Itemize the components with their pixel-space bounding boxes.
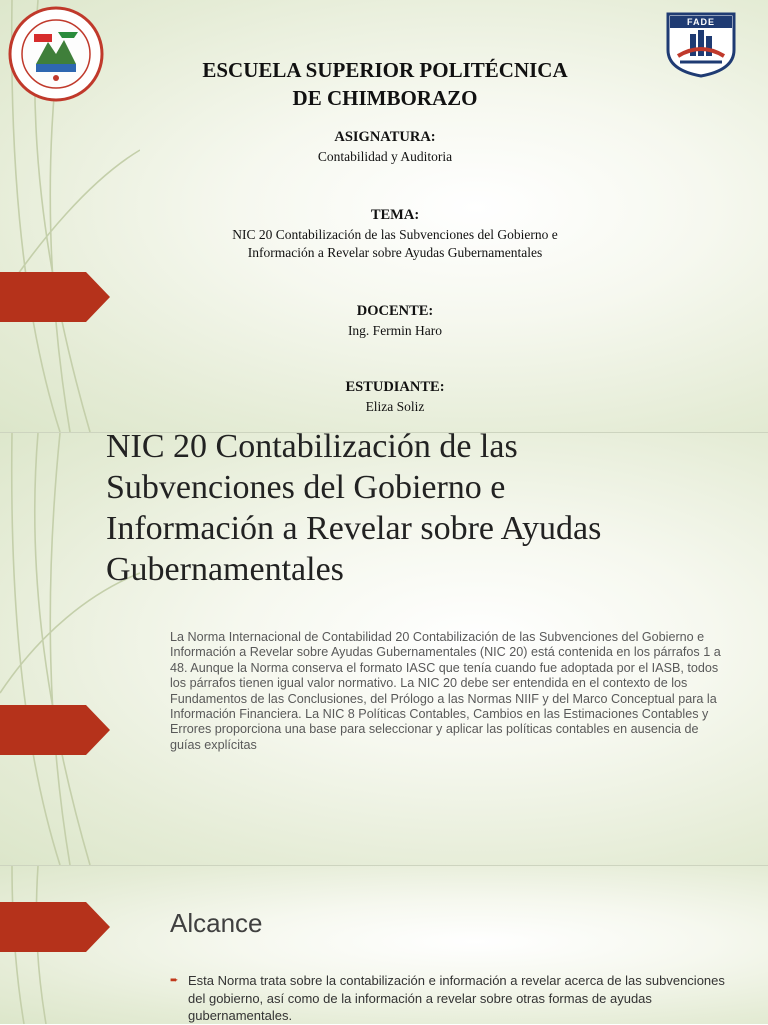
- accent-tab: [0, 272, 110, 322]
- school-name-line1: ESCUELA SUPERIOR POLITÉCNICA: [202, 58, 568, 82]
- alcance-bullet-text: Esta Norma trata sobre la contabilización e información a revelar acerca de las subvenciones del gobierno, así como de la información a revelar sobre otras formas de ayudas gubernamentales.: [188, 973, 725, 1023]
- tema-block: [150, 206, 640, 262]
- slide-title-line4: Gubernamentales: [106, 551, 344, 588]
- docente-block: [240, 302, 550, 340]
- cover-slide: [0, 0, 768, 432]
- tema-line2: Información a Revelar sobre Ayudas Gubernamentales: [247, 245, 543, 260]
- list-item: [170, 972, 730, 1025]
- estudiante-value: Eliza Soliz: [365, 399, 425, 414]
- alcance-title: Alcance: [170, 908, 263, 938]
- arrow-bullet-icon: ➨: [170, 975, 179, 986]
- fade-logo: [660, 10, 742, 78]
- tema-label: TEMA:: [370, 207, 420, 223]
- slide-title-line1: NIC 20 Contabilización de las: [106, 428, 518, 465]
- accent-tab: [0, 902, 110, 952]
- school-name: [130, 56, 640, 112]
- estudiante-block: [240, 378, 550, 416]
- asignatura-block: [240, 128, 530, 166]
- asignatura-label: ASIGNATURA:: [334, 129, 436, 145]
- tema-line1: NIC 20 Contabilización de las Subvenciones del Gobierno e: [232, 227, 558, 242]
- intro-paragraph: La Norma Internacional de Contabilidad 20 Contabilización de las Subvenciones del Gobierno e Información a Revelar sobre Ayudas Gubernamentales (NIC 20) está contenida en los párrafos 1 a 48. Aunque la Norma conserva el formato IASC que tenía cuando fue adoptada por el IASB, todos los párrafos tienen igual valor normativo. La NIC 20 debe ser entendida en el contexto de los Fundamentos de las Conclusiones, del Prólogo a las Normas NIIF y del Marco Conceptual para la Información Financiera. La NIC 8 Políticas Contables, Cambios en las Estimaciones Contables y Errores proporciona una base para seleccionar y aplicar las políticas contables en ausencia de guías explícitas: [170, 630, 721, 752]
- estudiante-label: ESTUDIANTE:: [345, 379, 445, 395]
- docente-label: DOCENTE:: [356, 303, 434, 319]
- accent-tab: [0, 705, 110, 755]
- slide-title-line2: Subvenciones del Gobierno e: [106, 469, 506, 506]
- asignatura-value: Contabilidad y Auditoria: [317, 149, 453, 164]
- school-name-line2: DE CHIMBORAZO: [292, 86, 478, 110]
- slide-title: [106, 426, 726, 590]
- fade-logo-text: FADE: [686, 17, 715, 27]
- espoch-logo: [8, 6, 104, 102]
- docente-value: Ing. Fermin Haro: [347, 323, 443, 338]
- slide-title-line3: Información a Revelar sobre Ayudas: [106, 510, 602, 547]
